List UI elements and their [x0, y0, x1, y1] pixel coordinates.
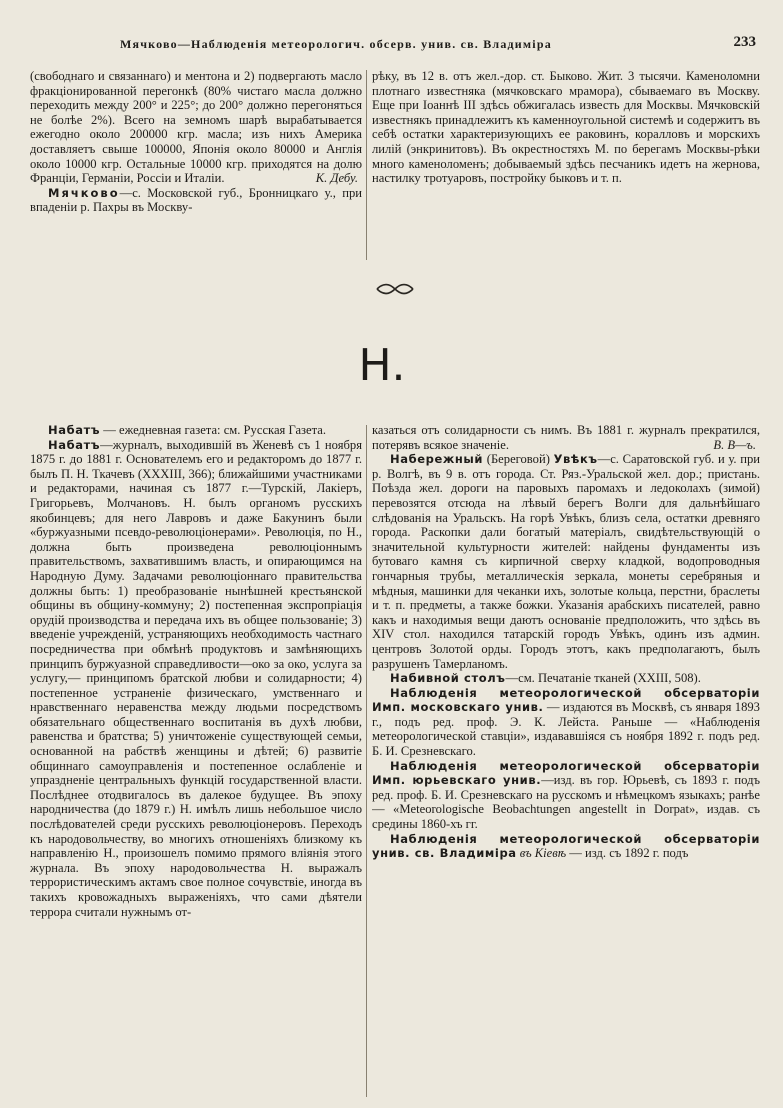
entry-headword: Набивной столъ [390, 671, 506, 686]
bottom-left-column [30, 423, 362, 919]
entry-headword: Наблюденія метеорологической обсерваторіи унив. св. Владиміра [372, 831, 760, 861]
entry-text: — изд. съ 1892 г. подъ [566, 846, 689, 861]
entry-observations-yuriev [372, 759, 760, 832]
running-title: Мячково—Наблюденія метеорологич. обсерв. унив. св. Владиміра [120, 37, 552, 51]
entry-headword: Мячково [48, 185, 120, 200]
entry-text: —журналъ, выходившій въ Женевѣ съ 1 ноября 1875 г. до 1881 г. Основателемъ его и редакторомъ до 1877 г. былъ П. Н. Ткачевъ (XXXIII, 366); ближайшими участниками и редакторами, начиная съ 1877 г.—Турскій, Лакіеръ, Григорьевъ, Молчановъ. Н. былъ органомъ русскихъ якобинцевъ; для него Лавровъ и даже Бакунинъ были «буржуазными псевдо-революціонерами». Революція, по Н., должна быть произведена революціоннымъ правительствомъ, захватившимъ власть, и опирающимся на Народную Думу. Задачами революціоннаго правительства должны быть: 1) преобразованіе нынѣшней крестьянской общины въ общину-коммуну; 2) постепенная экспропріація орудій производства и передача ихъ въ общее пользованіе; 3) введеніе учрежденій, устраняющихъ необходимость частнаго посредничества при обмѣнѣ продуктовъ и замѣняющихъ принципъ буржуазной справедливости—око за око, услуга за услугу,— принципомъ братской любви и солидарности; 4) постепенное устраненіе физическаго, умственнаго и нравственнаго неравенства между людьми посредствомъ обязательнаго общественнаго воспитанія въ духѣ любви, равенства и братства; 5) уничтоженіе существующей семьи, основанной на рабствѣ женщины и дѣтей; 6) развитіе общиннаго самоуправленія и постепенное ослабленіе и упраздненіе центральныхъ функцій государственной власти. Послѣднее отодвигалось въ далекое будущее. Въ эпоху народничества (до 1879 г.) Н. имѣлъ лишь небольшое число послѣдователей среди русскихъ революціонеровъ. Переходъ къ народовольчеству, во многихъ отношеніяхъ близкому къ направленію Н., произошелъ помимо прямого вліянія этого журнала. Въ эпоху народовольчества Н. выражалъ террористическимъ актамъ свое полное сочувствіе, иногда въ такихъ кровожадныхъ выраженіяхъ, что сами дѣятели террора считали нужнымъ от- [30, 437, 362, 919]
entry-headword: Наблюденія метеорологической обсерваторіи Имп. юрьевскаго унив. [372, 758, 760, 788]
top-right-column [372, 69, 760, 186]
section-letter: Н. [358, 340, 406, 391]
entry-observations-moscow [372, 686, 760, 759]
entry-nabat-journal [30, 438, 362, 920]
column-divider [366, 425, 367, 1097]
entry-headword: Наблюденія метеорологической обсерваторіи Имп. московскаго унив. [372, 685, 760, 715]
entry-text: казаться отъ солидарности съ нимъ. Въ 1881 г. журналъ прекратился, потерявъ всякое значеніе. [372, 423, 760, 452]
author-signature: К. Дебу. [315, 171, 358, 186]
entry-text: —см. Печатаніе тканей (XXIII, 508). [505, 671, 701, 686]
entry-place: въ Кіевѣ [516, 846, 567, 861]
continuation-paragraph [30, 69, 362, 186]
entry-nabivnoy-stol [372, 671, 760, 686]
entry-headword: Набережный [390, 452, 484, 467]
author-signature: В. В—ъ. [713, 437, 756, 452]
running-header [28, 34, 756, 54]
bottom-right-column [372, 423, 760, 861]
page-number: 233 [733, 34, 756, 50]
entry-myachkovo [30, 186, 362, 215]
entry-headword-second: Увѣкъ [553, 452, 598, 467]
entry-text: —с. Саратовской губ. и у. при р. Волгѣ, въ 9 в. отъ города. Ст. Ряз.-Уральской жел. дор.; пристань. Поѣзда жел. дороги на паровыхъ паромахъ и ледоколахъ (зимой) перевозятся отсюда на лѣвый берегъ Волги для дальнѣйшаго слѣдованія на Уральскъ. На горѣ Увѣкъ, близъ села, остатки древняго города. Раскопки дали богатый матеріалъ, свидѣтельствующій о значительной культурности жителей: найдены фундаменты изъ бутоваго камня съ кирпичной сверху кладкой, водопроводныя гончарныя трубы, металлическія зеркала, монеты серебряныя и мѣдныя, машинки для чеканки ихъ, золотые кольца, перстни, браслеты и т. п. предметы, а также божки. Указанія арабскихъ писателей, равно какъ и находимыя вещи даютъ основаніе предположить, что здѣсь въ XIV стол. находился татарскій городъ Увѣкъ, одинъ изъ админ. центровъ Золотой орды. Городъ этотъ, какъ предполагаютъ, былъ разрушенъ Тамерланомъ. [372, 452, 760, 671]
top-left-column [30, 69, 362, 215]
entry-continuation [372, 423, 760, 452]
column-divider [366, 70, 367, 260]
entry-text: —изд. въ гор. Юрьевѣ, съ 1893 г. подъ ред. проф. Б. И. Срезневскаго на русскомъ и нѣмецкомъ языкахъ; ранѣе— «Meteorologische Beobachtungen angestellt in Dorpat», издав. съ средины 1860-хъ гг. [372, 773, 760, 832]
entry-nabat-newspaper [30, 423, 362, 438]
entry-text: —с. Московской губ., Бронницкаго у., при впаденіи р. Пахры въ Москву- [30, 185, 362, 215]
entry-continuation: рѣку, въ 12 в. отъ жел.-дор. ст. Быково. Жит. 3 тысячи. Каменоломни плотнаго известняка (мячковскаго мрамора), сбываемаго въ Москву. Еще при Іоаннѣ III здѣсь обжигалась известь для Москвы. Мячковскій известнякъ принадлежитъ къ каменноугольной системѣ и содержитъ въ себѣ остатки характеризующихъ ее раковинъ, коралловъ и морскихъ лилій (энкринитовъ). Въ окрестностяхъ М. по берегамъ Москвы-рѣки много каменоломенъ; добываемый здѣсь песчаникъ идетъ на жернова, настилку тротуаровъ, постройку быковъ и т. п. [372, 69, 760, 186]
continuation-text: (свободнаго и связаннаго) и ментона и 2) подвергають масло фракціонированной перегонкѣ (80% чистаго масла должно переходить между 200° и 225°; до 200° должно перегоняться не болѣе 2%). Всего на земномъ шарѣ вырабатывается ежегодно около 200000 кгр. масла; изъ нихъ Америка доставляетъ свыше 100000, Японія около 80000 и Англія около 10000 кгр. Остальные 10000 кгр. приходятся на долю Франціи, Германіи, Россіи и Италіи. [30, 69, 362, 186]
entry-paren: (Береговой) [483, 452, 554, 467]
flourish-icon [375, 282, 415, 296]
entry-headword: Набатъ [48, 437, 101, 452]
entry-headword: Набатъ [48, 423, 101, 437]
entry-text: — ежедневная газета: см. Русская Газета. [100, 423, 327, 437]
entry-observations-kiev [372, 832, 760, 861]
ornament-divider [360, 282, 430, 300]
entry-text: — издаются въ Москвѣ, съ января 1893 г., подъ ред. проф. Э. К. Лейста. Раньше — «Наблюденія метеорологической ставціи», издававшіяся съ ноября 1892 г. подъ ред. Б. И. Срезневскаго. [372, 700, 760, 759]
entry-naberezhny-uvek [372, 452, 760, 671]
